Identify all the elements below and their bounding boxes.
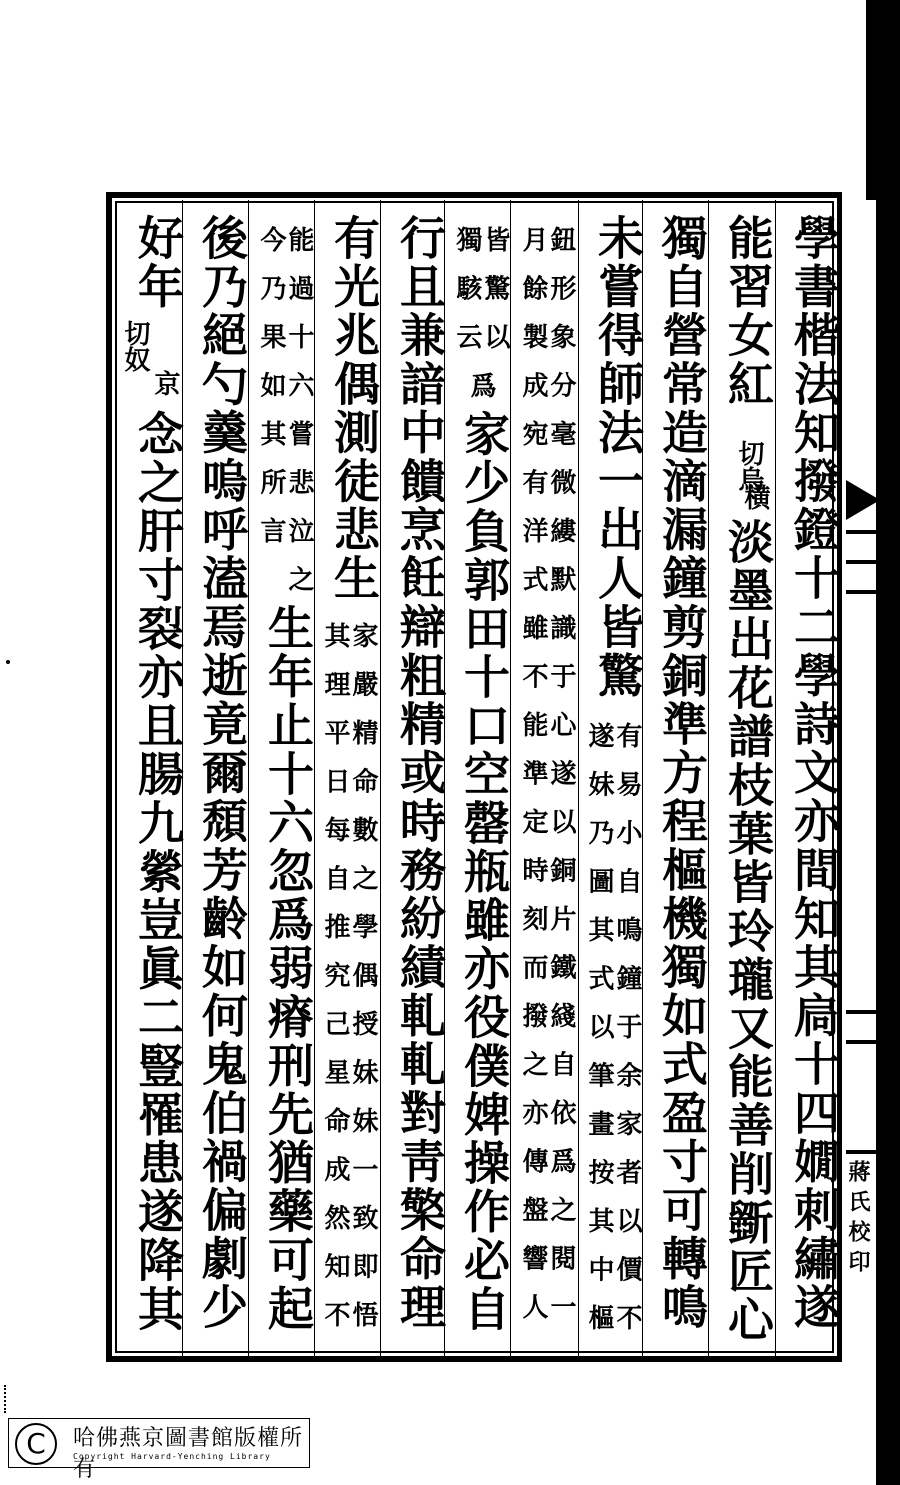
page-edge-dark-top: [866, 0, 876, 200]
text-column-11a: 好年: [131, 214, 185, 312]
margin-tick: [846, 590, 878, 594]
annotation-5-right: 鈕形象分毫微縷默識于心遂以銅片鐵綫自依爲之閱一: [546, 226, 576, 1342]
annotation-6-left: 獨駭云: [452, 226, 482, 372]
margin-dots: [4, 1385, 8, 1413]
annotation-9-right: 能過十六嘗悲泣之: [284, 226, 314, 614]
copyright-stamp: [8, 1418, 310, 1482]
annotation-6-right: 皆驚以: [480, 226, 510, 372]
text-column-6: 家少負郭田十口空罄瓶雖亦役僕婢操作必自: [457, 410, 511, 1334]
annotation-11a: 切奴: [120, 320, 150, 372]
margin-tick: [846, 1010, 878, 1014]
annotation-4-right: 有易小自鳴鐘于余家者以價不: [612, 722, 642, 1353]
annotation-8-left: 其理平日每自推究己星命成然知不: [320, 622, 350, 1350]
annotation-4-left: 遂妹乃圖其式以筆畫按其中樞: [584, 722, 614, 1353]
annotation-8-right: 家嚴精命數之學偶授妹妹一致即悟: [348, 622, 378, 1350]
margin-dot: [6, 660, 10, 664]
text-column-11b: 念之肝寸裂亦且腸九縈豈眞二豎罹患遂降其: [131, 410, 185, 1334]
copyright-text-cn: 哈佛燕京圖書館版權所有: [73, 1426, 304, 1482]
publisher-label: 蔣氏校印: [845, 1160, 871, 1280]
text-column-2b: 淡墨出花譜枝葉皆玲瓏又能善削斵匠心: [721, 518, 775, 1345]
annotation-6-center: 爲: [466, 372, 496, 398]
text-column-9: 生年止十六忽爲弱瘠刑先猶藥可起: [261, 604, 315, 1333]
annotation-9-left: 今乃果如其所言: [256, 226, 286, 566]
annotation-2a: 切烏: [734, 440, 764, 492]
annotation-5-left: 月餘製成宛有洋式雖不能準定時刻而撥之亦傳盤響人: [518, 226, 548, 1342]
annotation-11b: 京: [150, 370, 180, 396]
annotation-2b: 横: [740, 484, 770, 510]
text-column-1: 學書楷法知撥鐙十二學詩文亦間知其扃十四嫺刺繡遂: [787, 214, 841, 1332]
text-column-10: 後乃絕勺羹嗚呼溘焉逝竟爾頹芳齡如何鬼伯禍偏劇少: [195, 214, 249, 1332]
column-divider: [578, 200, 579, 1358]
text-column-4a: 未嘗得師法一出人皆驚: [591, 214, 645, 700]
page-edge-dark: [876, 0, 900, 1485]
copyright-text-en: Copyright Harvard-Yenching Library: [73, 1452, 271, 1461]
margin-tick: [846, 560, 878, 564]
margin-tick: [846, 530, 878, 534]
margin-tick: [846, 1150, 878, 1154]
text-column-8: 有光兆偶測徒悲生: [327, 214, 381, 603]
text-column-7: 行且兼諳中饋烹飪辯粗精或時務紛績軋軋對靑檠命理: [393, 214, 447, 1332]
margin-tick: [846, 1040, 878, 1044]
copyright-icon: C: [15, 1423, 57, 1465]
text-column-3: 獨自營常造滴漏鐘剪銅準方程樞機獨如式盈寸可轉鳴: [655, 214, 709, 1332]
text-column-2a: 能習女紅: [721, 214, 775, 409]
fishtail-mark: [846, 480, 880, 520]
